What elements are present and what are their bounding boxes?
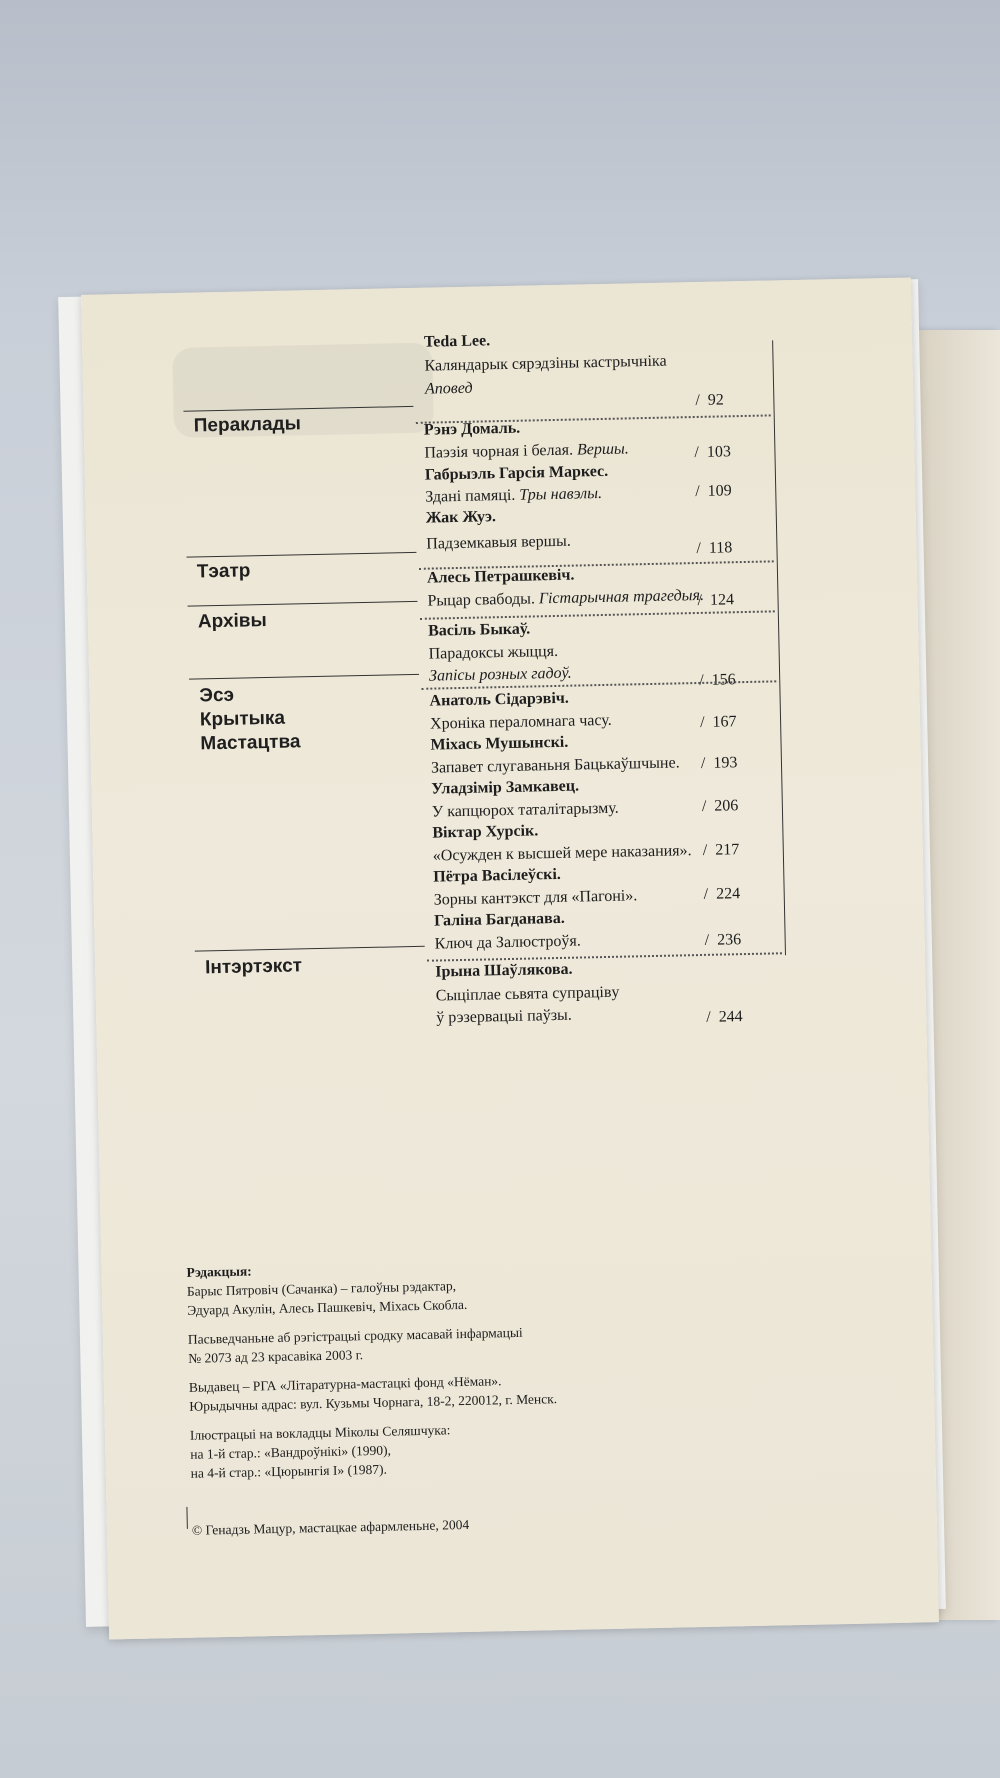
registration (188, 1319, 709, 1368)
section-intertekst: Інтэртэкст (204, 955, 303, 979)
entry-rule (427, 952, 782, 961)
illustrations (190, 1415, 711, 1483)
toc-title: Ключ да Залюстроўя. (434, 932, 581, 953)
toc-page-number: / 92 (695, 391, 724, 409)
section-arkhivy: Архівы (197, 610, 267, 633)
section-rule (188, 601, 418, 607)
toc-author: Ірына Шаўлякова. (435, 960, 573, 981)
editorial-board (186, 1252, 707, 1320)
toc-title: У капцюрох таталітарызму. (431, 799, 619, 821)
section-mastatstva: Мастацтва (200, 731, 301, 755)
copyright: © Генадзь Мацур, мастацкае афармленьне, 2004 (191, 1516, 470, 1538)
section-krytyka: Крытыка (199, 707, 286, 731)
toc-title: Запавет слугаваньня Бацькаўшчыне. (430, 754, 680, 777)
toc-title: Парадоксы жыцця. (428, 642, 559, 663)
toc-author: Анатоль Сідарэвіч. (429, 689, 569, 710)
publisher-line: Юрыдычны адрас: вул. Кузьмы Чорнага, 18-2, 220012, г. Менск. (189, 1391, 558, 1414)
toc-author: Уладзімір Замкавец. (431, 777, 580, 798)
toc-author: Жак Жуэ. (425, 508, 497, 527)
toc-author: Васіль Быкаў. (427, 620, 531, 640)
editorial-line: Барыс Пятровіч (Сачанка) – галоўны рэдактар, (186, 1278, 457, 1299)
toc-page-number: / 103 (694, 443, 732, 462)
toc-title: Падземкавыя вершы. (426, 532, 571, 553)
section-rule (187, 552, 417, 558)
editorial-line: Эдуард Акулін, Алесь Пашкевіч, Міхась Скобла. (187, 1296, 468, 1318)
toc-genre: Аповед (424, 379, 473, 398)
entry-rule (420, 610, 775, 619)
toc-genre: Запісы розных гадоў. (428, 664, 572, 685)
toc-author: Віктар Хурсік. (432, 822, 539, 842)
toc-author: Алесь Петрашкевіч. (426, 566, 575, 587)
toc-title: Рыцар свабоды. Гістарычная трагедыя. (427, 586, 705, 610)
editorial-head: Рэдакцыя: (186, 1263, 252, 1280)
toc-page-number: / 118 (696, 539, 733, 558)
toc-author: Рэнэ Домаль. (423, 419, 521, 439)
toc-page-number: / 109 (695, 482, 732, 501)
section-ese: Эсэ (199, 684, 235, 707)
toc-title: «Осужден к высшей мере наказания». (432, 842, 692, 865)
section-peraklady: Пераклады (193, 413, 302, 437)
toc-title: Сыціплае сьвята супрацівy (435, 983, 620, 1005)
registration-line: Пасьведчаньне аб рэгістрацыі сродку масавай інфармацыі (187, 1324, 523, 1347)
toc-page-number: / 206 (701, 797, 739, 815)
section-rule (189, 674, 419, 680)
book-page (81, 277, 939, 1639)
toc-title: Каляндарык сярэдзіны кастрычніка (424, 352, 667, 375)
toc-page-number: / 217 (702, 841, 740, 859)
toc-page-number: / 167 (699, 713, 737, 731)
right-rule (772, 340, 786, 955)
toc-author: Габрыэль Гарсія Маркес. (424, 462, 609, 484)
toc-title: Здані памяці. Тры навэлы. (425, 484, 603, 506)
toc-page-number: / 193 (700, 754, 738, 772)
toc-title: Зорны кантэкст для «Пагоні». (433, 887, 638, 909)
registration-line: № 2073 ад 23 красавіка 2003 г. (188, 1347, 364, 1366)
publisher-line: Выдавец – РГА «Літаратурна-мастацкі фонд «Нёман». (188, 1373, 502, 1395)
section-teatr: Тэатр (196, 560, 251, 583)
toc-page-number: / 224 (703, 885, 741, 903)
publisher (189, 1367, 710, 1416)
toc-title: Паэзія чорная і белая. Вершы. (424, 440, 629, 462)
toc-author: Галіна Багданава. (434, 909, 565, 930)
illustrations-line: Ілюстрацыі на вокладцы Міколы Селяшчука: (189, 1422, 451, 1443)
illustrations-line: на 1-й стар.: «Вандроўнікі» (1990), (190, 1442, 392, 1462)
toc-page-number: / 124 (697, 591, 735, 609)
toc-author: Пётра Васілеўскі. (433, 865, 561, 886)
toc-author: Teda Lee. (423, 332, 491, 351)
toc-title: Хроніка пераломнага часу. (429, 711, 612, 733)
toc-page-number: / 156 (699, 671, 736, 689)
toc-page-number: / 236 (704, 931, 742, 949)
imprint (186, 1252, 711, 1493)
toc-author: Міхась Мушынскі. (430, 733, 569, 754)
section-rule (195, 946, 425, 952)
illustrations-line: на 4-й стар.: «Цюрынгія І» (1987). (190, 1461, 388, 1481)
toc-title-cont: ў рэзервацыі паўзы. (436, 1006, 573, 1027)
toc-page-number: / 244 (706, 1008, 743, 1026)
